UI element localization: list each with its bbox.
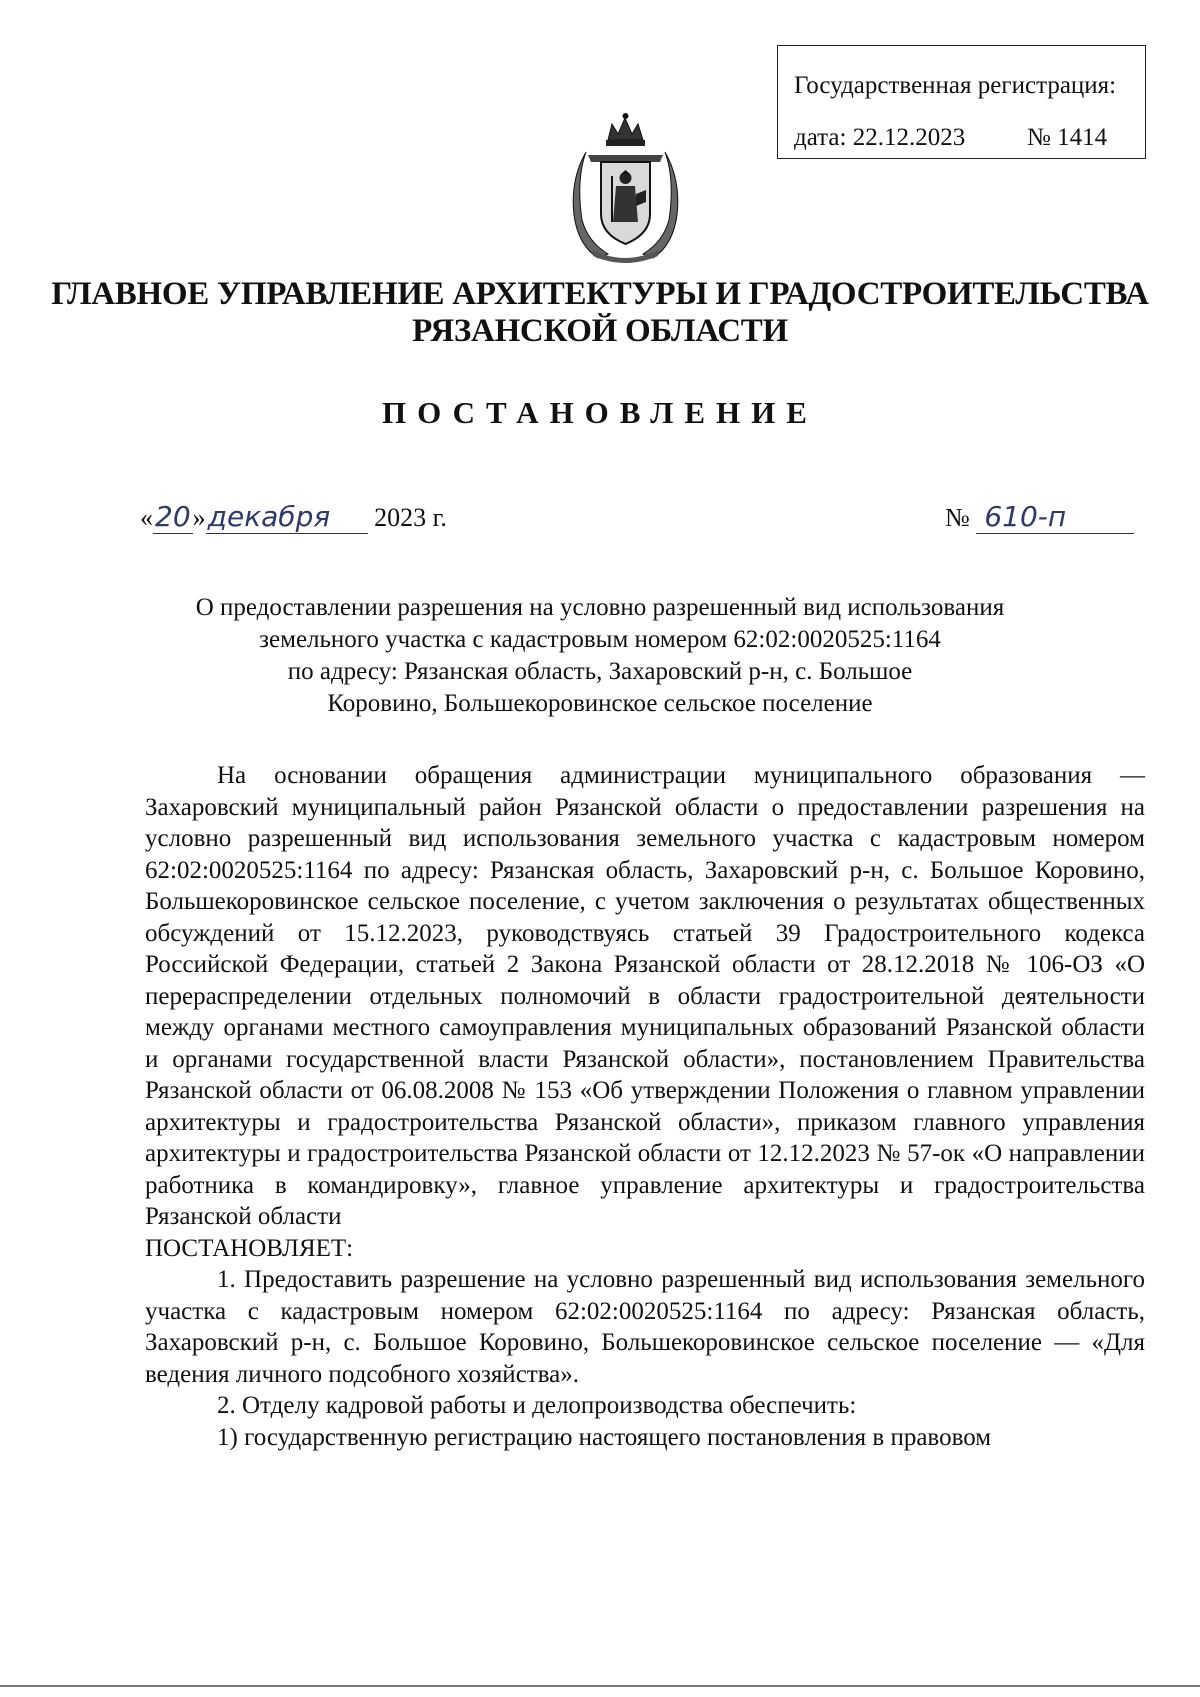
document-date: [140, 500, 447, 534]
item-2-1-paragraph: 1) государственную регистрацию настоящего постановления в правовом: [217, 1423, 992, 1451]
subject-line: земельного участка с кадастровым номером 62:02:0020525:1164: [259, 626, 941, 653]
subject-line: по адресу: Рязанская область, Захаровский р-н, с. Большое: [287, 658, 913, 685]
number-prefix: №: [945, 503, 970, 532]
date-quote-close: »: [192, 503, 206, 532]
organization-name-line1: ГЛАВНОЕ УПРАВЛЕНИЕ АРХИТЕКТУРЫ И ГРАДОСТРОИТЕЛЬСТВА: [51, 276, 1149, 312]
date-month: декабря: [206, 500, 368, 534]
number-value: 610-п: [976, 500, 1134, 534]
registration-title: Государственная регистрация:: [794, 72, 1117, 99]
document-body: [145, 760, 1145, 1453]
subject-line: Коровино, Большекоровинское сельское поселение: [327, 690, 873, 717]
subject-line: О предоставлении разрешения на условно разрешенный вид использования: [195, 594, 1005, 621]
item-2-paragraph: 2. Отделу кадровой работы и делопроизводства обеспечить:: [217, 1392, 857, 1419]
resolves-statement: ПОСТАНОВЛЯЕТ:: [145, 1234, 354, 1262]
ryazan-coat-of-arms-icon: [568, 110, 683, 266]
date-year: 2023 г.: [374, 503, 447, 532]
organization-name-line2: РЯЗАНСКОЙ ОБЛАСТИ: [412, 313, 788, 349]
document-number: [945, 500, 1134, 534]
date-quote-open: «: [140, 503, 153, 532]
registration-number: № 1414: [1027, 124, 1108, 151]
registration-details: [794, 112, 1129, 164]
document-subject: [150, 592, 1050, 720]
date-day: 20: [155, 500, 191, 533]
document-type: ПОСТАНОВЛЕНИЕ: [382, 395, 818, 430]
registration-date: дата: 22.12.2023: [794, 124, 966, 151]
preamble-paragraph: На основании обращения администрации муниципального образования — Захаровский муниципальный район Рязанской области о предоставлении разрешения на условно разрешенный вид использования земельного участка с кадастровым номером 62:02:0020525:1164 по адресу: Рязанская область, Захаровский р-н, с. Большое Коровино, Большекоровинское сельское поселение, с учетом заключения о результатах общественных обсуждений от 15.12.2023, руководствуясь статьей 39 Градостроительного кодекса Российской Федерации, статьей 2 Закона Рязанской области от 28.12.2018 № 106-ОЗ «О перераспределении отдельных полномочий в области градостроительной деятельности между органами местного самоуправления муниципальных образований Рязанской области и органами государственной власти Рязанской области», постановлением Правительства Рязанской области от 06.08.2008 № 153 «Об утверждении Положения о главном управлении архитектуры и градостроительства Рязанской области», приказом главного управления архитектуры и градостроительства Рязанской области от 12.12.2023 № 57-ок «О направлении работника в командировку», главное управление архитектуры и градостроительства Рязанской области: [145, 762, 1145, 1230]
page-edge-divider: [0, 1685, 1200, 1687]
registration-stamp: [777, 45, 1146, 159]
item-1-paragraph: 1. Предоставить разрешение на условно разрешенный вид использования земельного участка с кадастровым номером 62:02:0020525:1164 по адресу: Рязанская область, Захаровский р-н, с. Большое Коровино, Большекоровинское сельское поселение — «Для ведения личного подсобного хозяйства».: [145, 1266, 1145, 1388]
